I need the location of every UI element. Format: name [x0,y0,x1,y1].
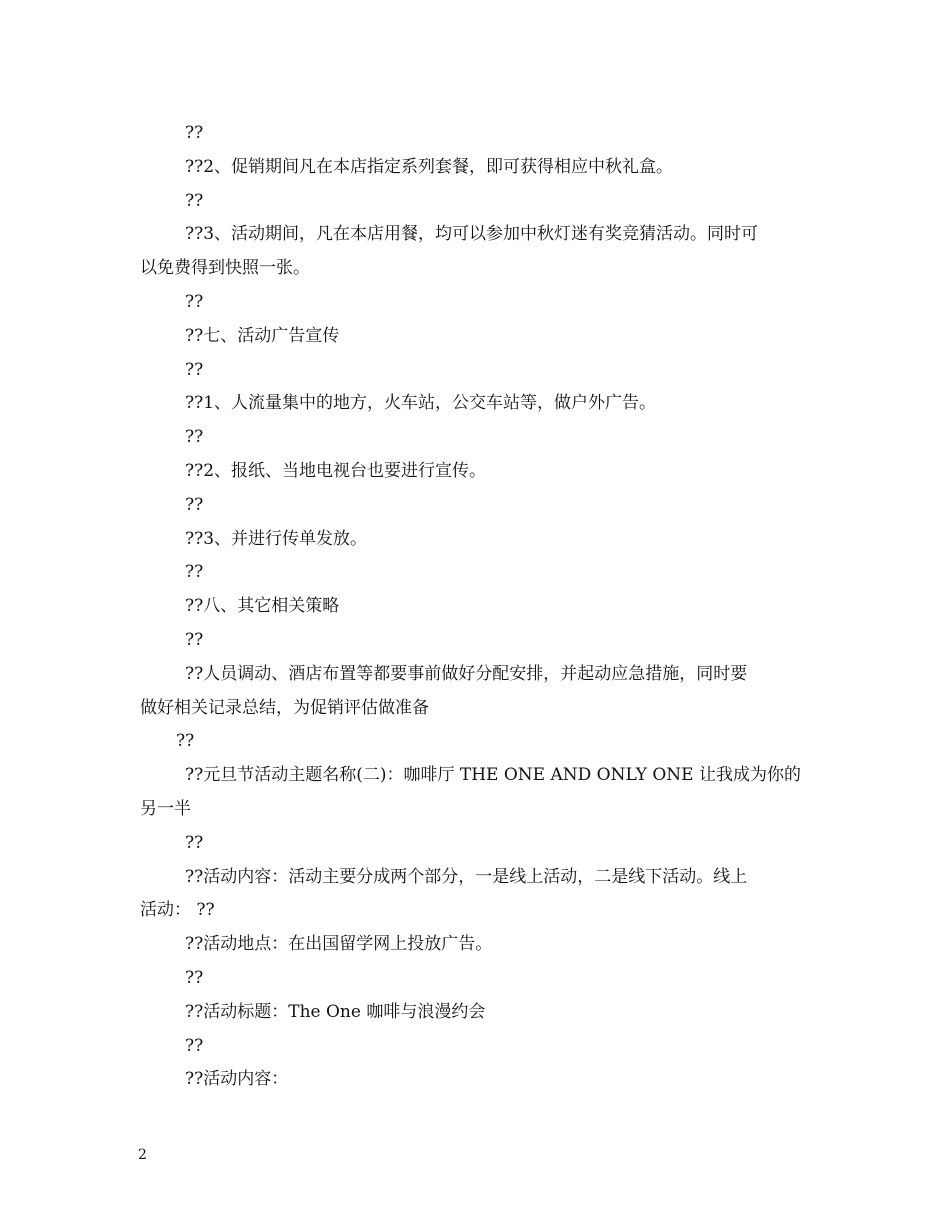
document-line: ??八、其它相关策略 [185,596,340,617]
document-line: ?? [185,1035,204,1056]
document-line: ??3、活动期间，凡在本店用餐，均可以参加中秋灯迷有奖竞猜活动。同时可 [185,224,759,245]
document-line: ?? [185,359,204,380]
document-line: ?? [185,291,204,312]
document-line: 以免费得到快照一张。 [140,258,310,279]
document-line: ??七、活动广告宣传 [185,325,340,346]
document-line: 另一半 [140,798,191,819]
document-line: ?? [185,967,204,988]
document-line: ??元旦节活动主题名称(二)：咖啡厅 THE ONE AND ONLY ONE 让我成为你的 [185,765,801,786]
document-line: ??活动内容： [185,1069,289,1090]
document-line: ??活动内容：活动主要分成两个部分，一是线上活动，二是线下活动。线上 [185,866,748,887]
document-line: ??1、人流量集中的地方，火车站，公交车站等，做户外广告。 [185,393,657,414]
page-number: 2 [138,1147,147,1163]
document-line: 活动： ?? [140,900,215,921]
document-line: ??人员调动、酒店布置等都要事前做好分配安排，并起动应急措施，同时要 [185,663,748,684]
document-line: ?? [185,832,204,853]
document-line: ??2、促销期间凡在本店指定系列套餐，即可获得相应中秋礼盒。 [185,156,674,177]
document-line: ?? [185,562,204,583]
document-line: ??活动标题：The One 咖啡与浪漫约会 [185,1001,486,1022]
document-line: ??2、报纸、当地电视台也要进行宣传。 [185,460,487,481]
document-line: ??活动地点：在出国留学网上投放广告。 [185,934,493,955]
document-line: ??3、并进行传单发放。 [185,528,368,549]
document-line: ?? [185,427,204,448]
document-body [140,117,815,1097]
document-line: 做好相关记录总结，为促销评估做准备 [140,697,429,718]
document-line: ?? [185,123,204,143]
document-line: ?? [185,494,204,515]
document-line: ?? [185,629,204,650]
document-line: ?? [185,190,204,211]
document-line: ?? [176,731,195,752]
